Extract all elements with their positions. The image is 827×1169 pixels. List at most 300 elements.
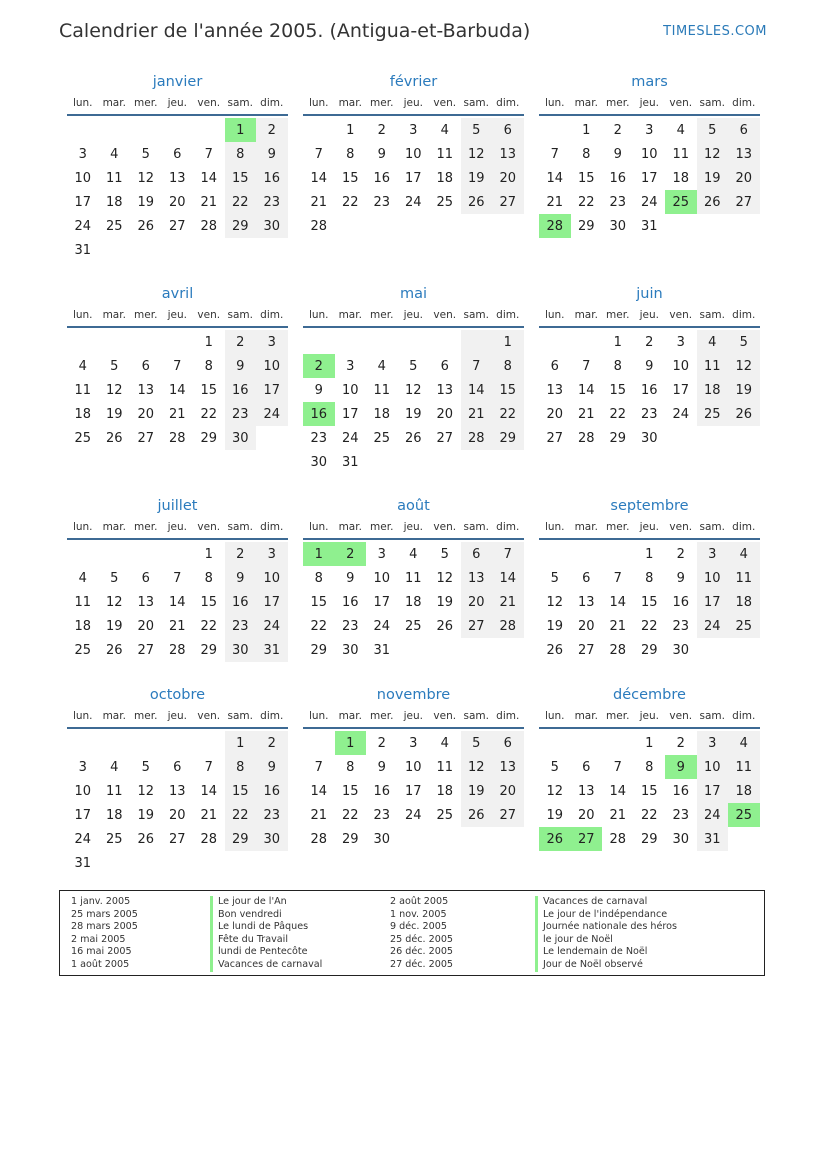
weekday-label: ven. [433,309,457,321]
holiday-day-cell: 26 [539,827,571,851]
weekday-header [303,304,524,326]
day-cell: 27 [492,190,524,214]
day-cell: 22 [492,402,524,426]
weekday-header [303,92,524,114]
day-cell: 18 [74,618,92,634]
day-cell: 18 [728,779,760,803]
empty-day-cell [366,330,398,354]
empty-day-cell [67,542,99,566]
day-cell: 6 [173,759,182,775]
day-cell: 28 [609,831,627,847]
weekday-label: mer. [606,710,630,722]
day-cell: 9 [377,759,386,775]
day-cell: 17 [697,590,729,614]
day-cell: 3 [256,330,288,354]
empty-day-cell [539,542,571,566]
day-cell: 6 [550,358,559,374]
day-cell: 7 [204,759,213,775]
day-cell: 4 [676,122,685,138]
day-cell: 31 [697,827,729,851]
weekday-label: ven. [669,97,693,109]
day-cell: 25 [74,430,92,446]
day-cell: 24 [256,402,288,426]
day-cell: 12 [546,783,564,799]
empty-day-cell [429,330,461,354]
day-cell: 25 [436,194,454,210]
day-cell: 24 [373,618,391,634]
brand-link[interactable]: TIMESLES.COM [663,24,767,39]
day-grid [303,330,524,474]
day-cell: 24 [256,614,288,638]
day-cell: 3 [676,334,685,350]
day-cell: 9 [256,142,288,166]
weekday-label: mar. [338,521,362,533]
day-grid [539,330,760,450]
holiday-date: 28 mars 2005 [71,921,138,933]
day-cell: 15 [577,170,595,186]
month-calendar [67,496,288,662]
day-cell: 19 [404,406,422,422]
day-cell: 23 [640,406,658,422]
month-name: janvier [152,74,203,90]
day-cell: 21 [168,406,186,422]
day-cell: 14 [461,378,493,402]
day-cell: 3 [377,546,386,562]
day-cell: 28 [310,218,328,234]
header-rule [539,114,760,116]
day-cell: 29 [609,430,627,446]
day-cell: 20 [461,590,493,614]
empty-day-cell [571,330,603,354]
day-cell: 3 [78,146,87,162]
day-cell: 9 [645,358,654,374]
weekday-label: jeu. [639,309,659,321]
day-cell: 14 [310,170,328,186]
day-cell: 10 [74,170,92,186]
day-cell: 12 [105,594,123,610]
header-rule [539,326,760,328]
day-cell: 21 [200,194,218,210]
day-cell: 20 [577,618,595,634]
weekday-header [539,304,760,326]
day-cell: 11 [373,382,391,398]
day-cell: 5 [141,759,150,775]
day-cell: 21 [310,194,328,210]
day-cell: 20 [436,406,454,422]
day-cell: 18 [436,783,454,799]
weekday-label: dim. [260,521,284,533]
day-cell: 9 [225,354,257,378]
day-cell: 30 [640,430,658,446]
day-cell: 17 [404,783,422,799]
header-rule [539,538,760,540]
day-cell: 12 [404,382,422,398]
day-cell: 12 [461,142,493,166]
day-cell: 29 [200,430,218,446]
day-cell: 4 [728,731,760,755]
day-cell: 22 [225,803,257,827]
empty-day-cell [162,330,194,354]
day-cell: 26 [461,190,493,214]
day-cell: 22 [577,194,595,210]
weekday-header [303,705,524,727]
day-cell: 26 [546,642,564,658]
day-grid [539,542,760,662]
day-cell: 6 [173,146,182,162]
empty-day-cell [162,118,194,142]
day-cell: 19 [728,378,760,402]
empty-day-cell [539,731,571,755]
month-calendar [67,685,288,875]
month-calendar [303,496,524,662]
day-cell: 8 [204,570,213,586]
day-cell: 20 [728,166,760,190]
day-cell: 11 [672,146,690,162]
day-cell: 24 [640,194,658,210]
weekday-label: lun. [72,309,93,321]
weekday-header [539,516,760,538]
weekday-label: lun. [308,521,329,533]
day-cell: 3 [409,735,418,751]
weekday-header [539,705,760,727]
empty-day-cell [130,118,162,142]
day-cell: 19 [461,779,493,803]
day-cell: 6 [728,118,760,142]
day-cell: 18 [672,170,690,186]
day-cell: 13 [436,382,454,398]
day-cell: 27 [461,614,493,638]
day-cell: 15 [200,594,218,610]
day-cell: 9 [377,146,386,162]
weekday-label: sam. [699,309,725,321]
holiday-name: Le jour de l'indépendance [535,909,667,922]
day-cell: 1 [204,546,213,562]
weekday-label: sam. [227,309,253,321]
month-name: février [389,74,438,90]
empty-day-cell [602,542,634,566]
day-cell: 23 [609,194,627,210]
day-cell: 21 [168,618,186,634]
holiday-date: 27 déc. 2005 [390,959,454,970]
weekday-label: dim. [496,309,520,321]
day-cell: 30 [341,642,359,658]
day-cell: 3 [409,122,418,138]
day-cell: 8 [346,146,355,162]
day-cell: 23 [672,618,690,634]
day-cell: 5 [461,118,493,142]
empty-day-cell [130,330,162,354]
day-cell: 18 [105,807,123,823]
header-rule [303,114,524,116]
day-cell: 2 [676,735,685,751]
day-cell: 29 [225,827,257,851]
holiday-name: Le lundi de Pâques [210,921,308,934]
day-grid [67,330,288,450]
day-cell: 11 [105,783,123,799]
day-cell: 13 [577,783,595,799]
holiday-date: 26 déc. 2005 [390,946,454,958]
weekday-label: jeu. [403,97,423,109]
weekday-label: dim. [260,309,284,321]
empty-day-cell [130,542,162,566]
day-cell: 3 [645,122,654,138]
month-name: octobre [149,687,206,703]
day-cell: 31 [341,454,359,470]
holiday-day-cell: 16 [303,402,335,426]
day-cell: 24 [341,430,359,446]
empty-day-cell [461,330,493,354]
day-cell: 5 [550,570,559,586]
weekday-label: mer. [606,97,630,109]
empty-day-cell [99,731,131,755]
day-cell: 14 [492,566,524,590]
day-cell: 10 [640,146,658,162]
day-cell: 25 [74,642,92,658]
day-cell: 19 [697,166,729,190]
day-cell: 23 [341,618,359,634]
day-cell: 2 [645,334,654,350]
day-cell: 14 [546,170,564,186]
day-cell: 26 [404,430,422,446]
holiday-day-cell: 2 [303,354,335,378]
day-cell: 1 [645,735,654,751]
weekday-label: sam. [227,521,253,533]
day-cell: 26 [105,430,123,446]
holiday-date: 9 déc. 2005 [390,921,447,933]
day-cell: 15 [341,170,359,186]
day-cell: 15 [225,779,257,803]
day-cell: 7 [550,146,559,162]
day-cell: 19 [461,166,493,190]
weekday-label: dim. [260,710,284,722]
day-cell: 28 [200,831,218,847]
day-cell: 7 [613,570,622,586]
day-cell: 18 [697,378,729,402]
day-cell: 13 [728,142,760,166]
month-calendar [303,72,524,238]
holiday-day-cell: 9 [665,755,697,779]
day-cell: 19 [436,594,454,610]
day-cell: 17 [74,194,92,210]
day-cell: 1 [645,546,654,562]
empty-day-cell [303,118,335,142]
month-name: mai [399,286,428,302]
day-cell: 31 [74,855,92,871]
day-cell: 17 [256,590,288,614]
day-cell: 12 [728,354,760,378]
holiday-date: 2 août 2005 [390,896,449,907]
day-cell: 29 [640,642,658,658]
weekday-label: ven. [669,521,693,533]
month-name: septembre [610,498,689,514]
month-calendar [303,685,524,851]
weekday-label: mar. [338,97,362,109]
day-cell: 27 [137,430,155,446]
day-cell: 1 [346,122,355,138]
weekday-label: mer. [134,309,158,321]
day-cell: 9 [314,382,323,398]
day-cell: 7 [314,146,323,162]
day-cell: 20 [168,807,186,823]
day-cell: 18 [105,194,123,210]
day-cell: 3 [256,542,288,566]
weekday-label: sam. [699,521,725,533]
day-cell: 30 [609,218,627,234]
day-cell: 17 [404,170,422,186]
day-cell: 23 [310,430,328,446]
day-cell: 30 [256,214,288,238]
holiday-day-cell: 1 [335,731,367,755]
weekday-label: mar. [102,521,126,533]
day-cell: 25 [404,618,422,634]
day-cell: 17 [373,594,391,610]
day-cell: 20 [546,406,564,422]
day-cell: 3 [697,542,729,566]
day-cell: 27 [168,218,186,234]
empty-day-cell [99,542,131,566]
day-cell: 4 [440,122,449,138]
holiday-date: 25 déc. 2005 [390,933,454,945]
day-cell: 19 [546,807,564,823]
day-cell: 26 [436,618,454,634]
day-cell: 16 [672,783,690,799]
day-cell: 29 [492,426,524,450]
weekday-label: mer. [370,97,394,109]
day-cell: 14 [168,594,186,610]
weekday-label: jeu. [403,309,423,321]
weekday-label: dim. [732,309,756,321]
day-cell: 8 [225,142,257,166]
day-cell: 28 [492,614,524,638]
day-cell: 8 [346,759,355,775]
day-cell: 17 [672,382,690,398]
weekday-label: jeu. [167,710,187,722]
weekday-label: lun. [544,521,565,533]
day-cell: 21 [200,807,218,823]
empty-day-cell [539,118,571,142]
day-cell: 30 [225,638,257,662]
day-cell: 22 [225,190,257,214]
day-cell: 28 [461,426,493,450]
day-cell: 6 [440,358,449,374]
weekday-label: ven. [433,97,457,109]
day-cell: 30 [225,426,257,450]
day-cell: 16 [256,166,288,190]
day-cell: 10 [256,354,288,378]
day-cell: 15 [640,783,658,799]
weekday-label: mer. [606,309,630,321]
day-cell: 23 [225,402,257,426]
day-cell: 9 [256,755,288,779]
day-cell: 11 [105,170,123,186]
holiday-day-cell: 27 [571,827,603,851]
day-cell: 19 [137,194,155,210]
month-calendar [303,284,524,474]
holiday-date: 1 août 2005 [71,959,130,970]
day-cell: 23 [256,190,288,214]
weekday-label: jeu. [639,710,659,722]
empty-day-cell [602,731,634,755]
day-cell: 20 [577,807,595,823]
day-cell: 16 [225,590,257,614]
weekday-header [67,705,288,727]
weekday-label: mar. [102,309,126,321]
day-cell: 12 [436,570,454,586]
day-cell: 16 [341,594,359,610]
header-rule [67,538,288,540]
day-cell: 17 [640,170,658,186]
day-cell: 14 [200,783,218,799]
day-cell: 14 [168,382,186,398]
day-cell: 7 [613,759,622,775]
day-cell: 22 [341,807,359,823]
header-rule [539,727,760,729]
weekday-label: dim. [732,97,756,109]
day-cell: 27 [492,803,524,827]
holiday-day-cell: 1 [225,118,257,142]
weekday-label: dim. [260,97,284,109]
weekday-label: mer. [134,97,158,109]
day-cell: 28 [577,430,595,446]
day-cell: 18 [74,406,92,422]
day-cell: 26 [137,218,155,234]
day-cell: 5 [110,358,119,374]
day-cell: 13 [546,382,564,398]
day-cell: 29 [200,642,218,658]
day-cell: 27 [546,430,564,446]
day-cell: 21 [577,406,595,422]
day-cell: 26 [697,190,729,214]
month-name: août [397,498,430,514]
day-cell: 30 [373,831,391,847]
day-cell: 30 [310,454,328,470]
weekday-label: jeu. [403,710,423,722]
day-grid [67,542,288,662]
weekday-header [303,516,524,538]
day-cell: 12 [105,382,123,398]
weekday-label: ven. [197,97,221,109]
day-cell: 23 [672,807,690,823]
day-cell: 27 [728,190,760,214]
day-cell: 10 [404,146,422,162]
weekday-header [539,92,760,114]
day-cell: 24 [404,807,422,823]
holiday-date: 16 mai 2005 [71,946,132,958]
day-cell: 28 [168,430,186,446]
weekday-label: sam. [699,97,725,109]
day-cell: 24 [672,406,690,422]
holiday-name: Vacances de carnaval [535,896,647,909]
weekday-label: mer. [370,710,394,722]
holiday-day-cell: 25 [665,190,697,214]
day-cell: 2 [377,122,386,138]
day-cell: 27 [577,642,595,658]
day-cell: 24 [404,194,422,210]
day-cell: 11 [697,354,729,378]
weekday-label: mar. [574,521,598,533]
day-grid [303,542,524,662]
header-rule [303,538,524,540]
holiday-name: Jour de Noël observé [535,959,643,972]
day-cell: 2 [225,542,257,566]
header-rule [67,326,288,328]
day-cell: 15 [200,382,218,398]
day-cell: 20 [137,618,155,634]
weekday-label: lun. [308,309,329,321]
month-calendar [67,72,288,262]
empty-day-cell [162,731,194,755]
day-cell: 23 [256,803,288,827]
